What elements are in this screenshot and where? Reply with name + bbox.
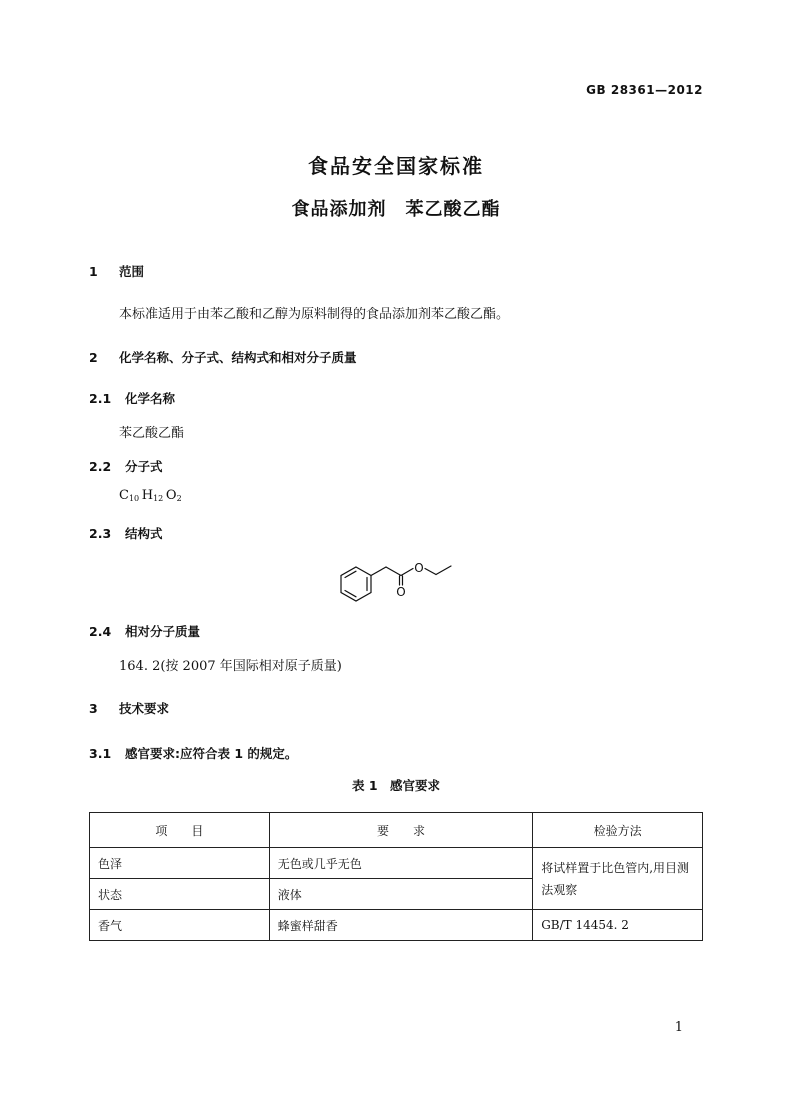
section-2-2-heading [89,457,163,475]
section-title: 化学名称 [125,391,176,406]
section-2-3-heading [89,524,163,542]
table-caption: 表 1 感官要求 [351,778,441,793]
ester-oxygen-label: O [414,561,424,575]
section-2-heading [89,348,357,366]
standard-number: GB 28361—2012 [586,83,703,97]
section-title: 技术要求 [119,701,170,716]
table-cell: 蜂蜜样甜香 [269,910,533,941]
carbonyl-oxygen-label: O [396,585,406,599]
table-header-row [90,813,703,848]
section-number: 2 [89,350,98,365]
section-title: 范围 [119,264,145,279]
section-1-heading [89,262,144,280]
section-3-1-heading [89,744,297,762]
molecular-formula: $C_{10}$ $H_{12}$ $O_2$ [119,488,182,503]
section-number: 2.2 [89,459,112,474]
table-row [90,910,703,941]
document-title: 食品安全国家标准 [308,154,484,178]
section-number: 2.1 [89,391,112,406]
molecular-mass: 164. 2(按 2007 年国际相对原子质量) [119,659,342,674]
table-cell: 状态 [90,879,270,910]
table-cell: 色泽 [90,848,270,879]
section-number: 2.3 [89,526,112,541]
section-number: 2.4 [89,624,112,639]
section-2-4-heading [89,622,200,640]
document-subtitle: 食品添加剂 苯乙酸乙酯 [291,199,501,220]
table-cell: GB/T 14454. 2 [533,910,703,941]
page-number: 1 [674,1020,683,1035]
table-cell: 香气 [90,910,270,941]
section-title: 分子式 [125,459,163,474]
structural-formula [330,555,462,607]
section-title: 结构式 [125,526,163,541]
ch2-bond [371,567,386,576]
section-number: 3.1 [89,746,112,761]
section-2-1-heading [89,389,175,407]
table-header-cell: 检验方法 [533,813,703,848]
section-title: 相对分子质量 [125,624,201,639]
scope-paragraph: 本标准适用于由苯乙酸和乙醇为原料制得的食品添加剂苯乙酸乙酯。 [119,307,510,322]
section-title: 化学名称、分子式、结构式和相对分子质量 [119,350,357,365]
table-cell: 无色或几乎无色 [269,848,533,879]
chemical-name: 苯乙酸乙酯 [119,426,185,441]
table-row [90,848,703,879]
table-cell: 液体 [269,879,533,910]
table-header-cell: 要 求 [269,813,533,848]
section-number: 1 [89,264,98,279]
section-number: 3 [89,701,98,716]
sensory-requirements-table [89,812,703,941]
table-cell: 将试样置于比色管内,用目测法观察 [533,848,703,910]
section-3-heading [89,699,169,717]
section-title: 感官要求:应符合表 1 的规定。 [125,746,298,761]
table-header-cell: 项 目 [90,813,270,848]
